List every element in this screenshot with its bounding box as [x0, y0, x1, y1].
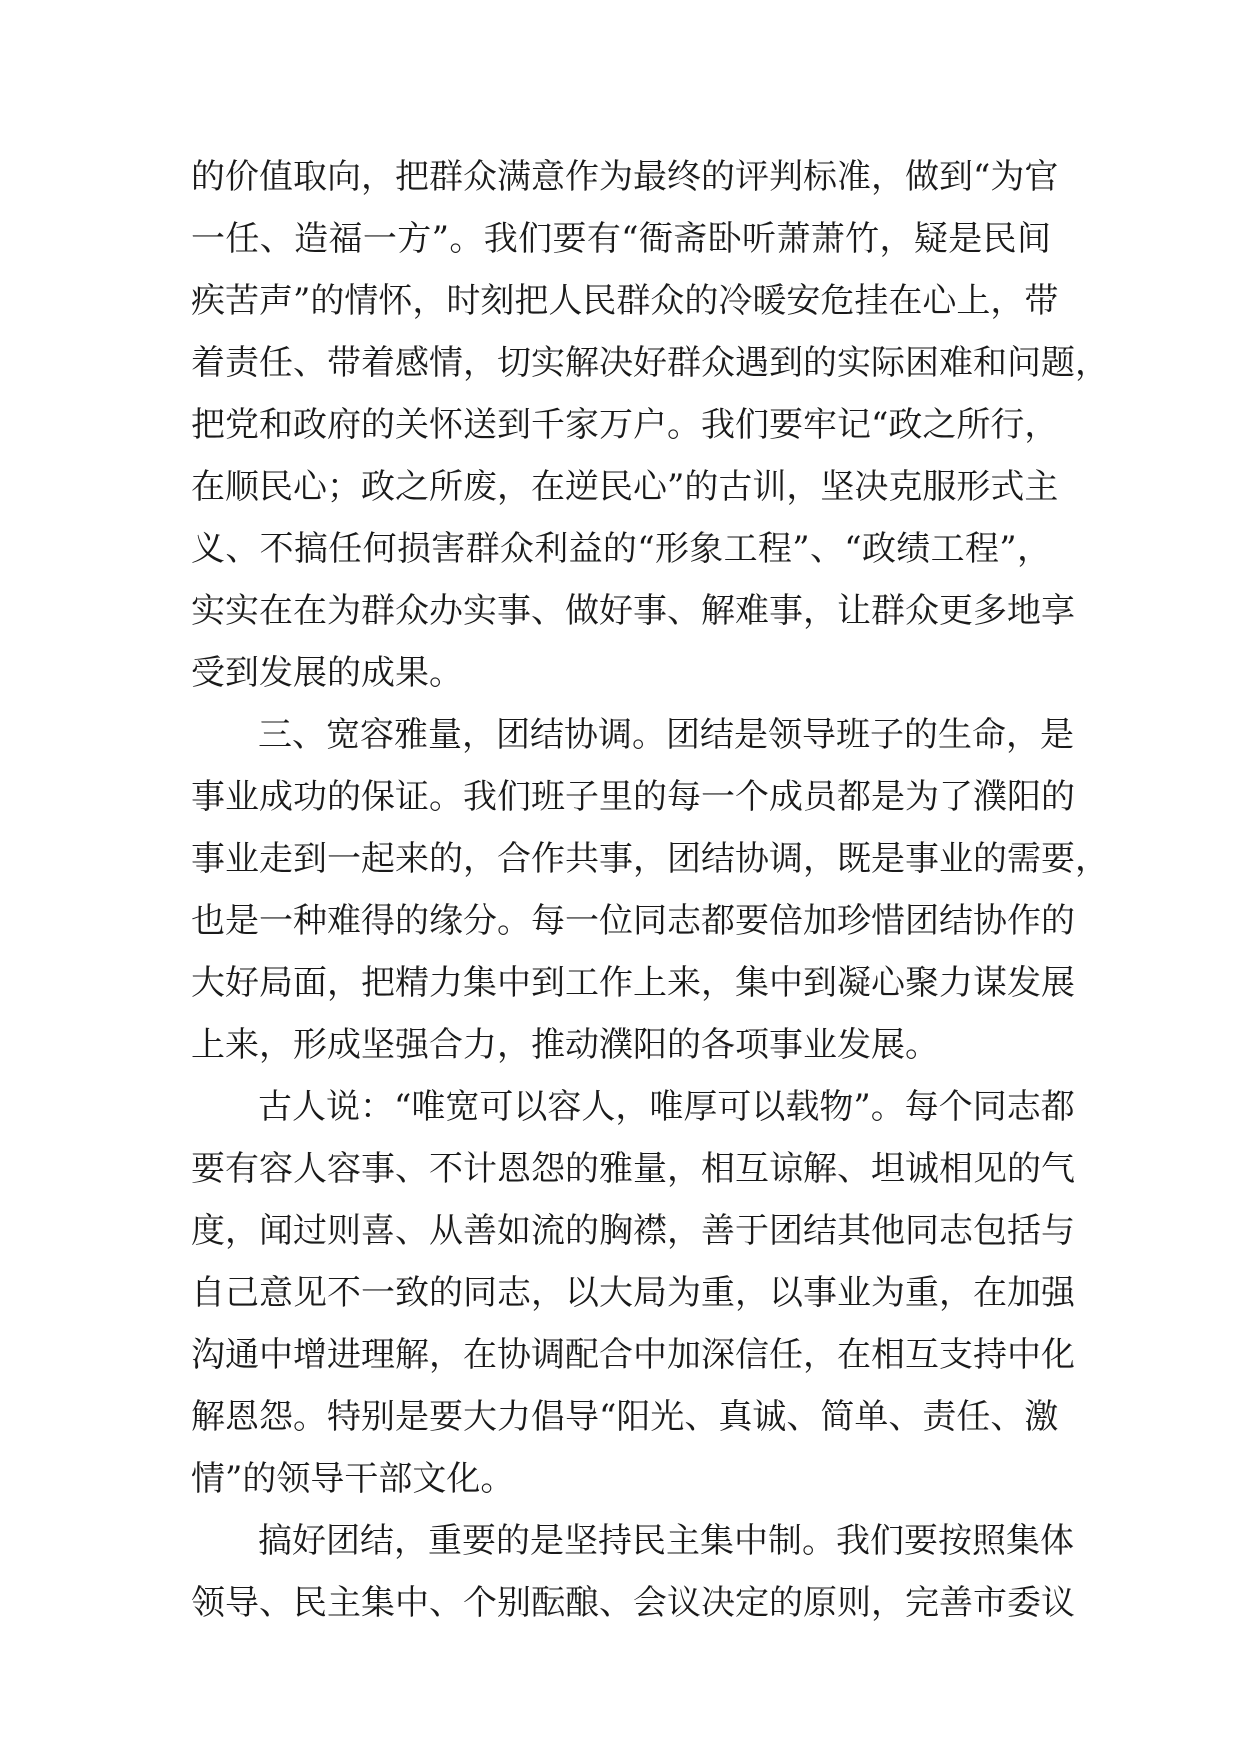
text-line: 上来，形成坚强合力，推动濮阳的各项事业发展。	[191, 1025, 939, 1065]
text-line: 实实在在为群众办实事、做好事、解难事，让群众更多地享	[191, 591, 1075, 631]
text-line: 事业成功的保证。我们班子里的每一个成员都是为了濮阳的	[191, 777, 1075, 817]
text-line: 着责任、带着感情，切实解决好群众遇到的实际困难和问题，	[191, 343, 1109, 383]
text-line: 受到发展的成果。	[191, 653, 463, 693]
text-line: 要有容人容事、不计恩怨的雅量，相互谅解、坦诚相见的气	[191, 1149, 1075, 1189]
text-line: 度，闻过则喜、从善如流的胸襟，善于团结其他同志包括与	[191, 1211, 1075, 1251]
text-line: 把党和政府的关怀送到千家万户。我们要牢记“政之所行，	[191, 405, 1059, 445]
text-line: 自己意见不一致的同志，以大局为重，以事业为重，在加强	[191, 1273, 1075, 1313]
text-line: 沟通中增进理解，在协调配合中加深信任，在相互支持中化	[191, 1335, 1075, 1375]
text-line: 大好局面，把精力集中到工作上来，集中到凝心聚力谋发展	[191, 963, 1075, 1003]
text-line: 搞好团结，重要的是坚持民主集中制。我们要按照集体	[258, 1521, 1074, 1561]
text-line: 义、不搞任何损害群众利益的“形象工程”、“政绩工程”，	[191, 529, 1051, 569]
text-line: 在顺民心；政之所废，在逆民心”的古训，坚决克服形式主	[191, 467, 1059, 507]
text-line: 的价值取向，把群众满意作为最终的评判标准，做到“为官	[191, 157, 1059, 197]
text-line: 解恩怨。特别是要大力倡导“阳光、真诚、简单、责任、激	[191, 1397, 1059, 1437]
text-line: 领导、民主集中、个别酝酿、会议决定的原则，完善市委议	[191, 1583, 1075, 1623]
text-line: 古人说：“唯宽可以容人，唯厚可以载物”。每个同志都	[258, 1087, 1075, 1127]
text-line: 也是一种难得的缘分。每一位同志都要倍加珍惜团结协作的	[191, 901, 1075, 941]
paragraph-heading: 三、宽容雅量，团结协调。团结是领导班子的生命，是	[258, 715, 1074, 755]
text-line: 疾苦声”的情怀，时刻把人民群众的冷暖安危挂在心上，带	[191, 281, 1059, 321]
text-line: 一任、造福一方”。我们要有“衙斋卧听萧萧竹，疑是民间	[191, 219, 1051, 259]
text-line: 事业走到一起来的，合作共事，团结协调，既是事业的需要，	[191, 839, 1109, 879]
text-line: 情”的领导干部文化。	[191, 1459, 515, 1499]
